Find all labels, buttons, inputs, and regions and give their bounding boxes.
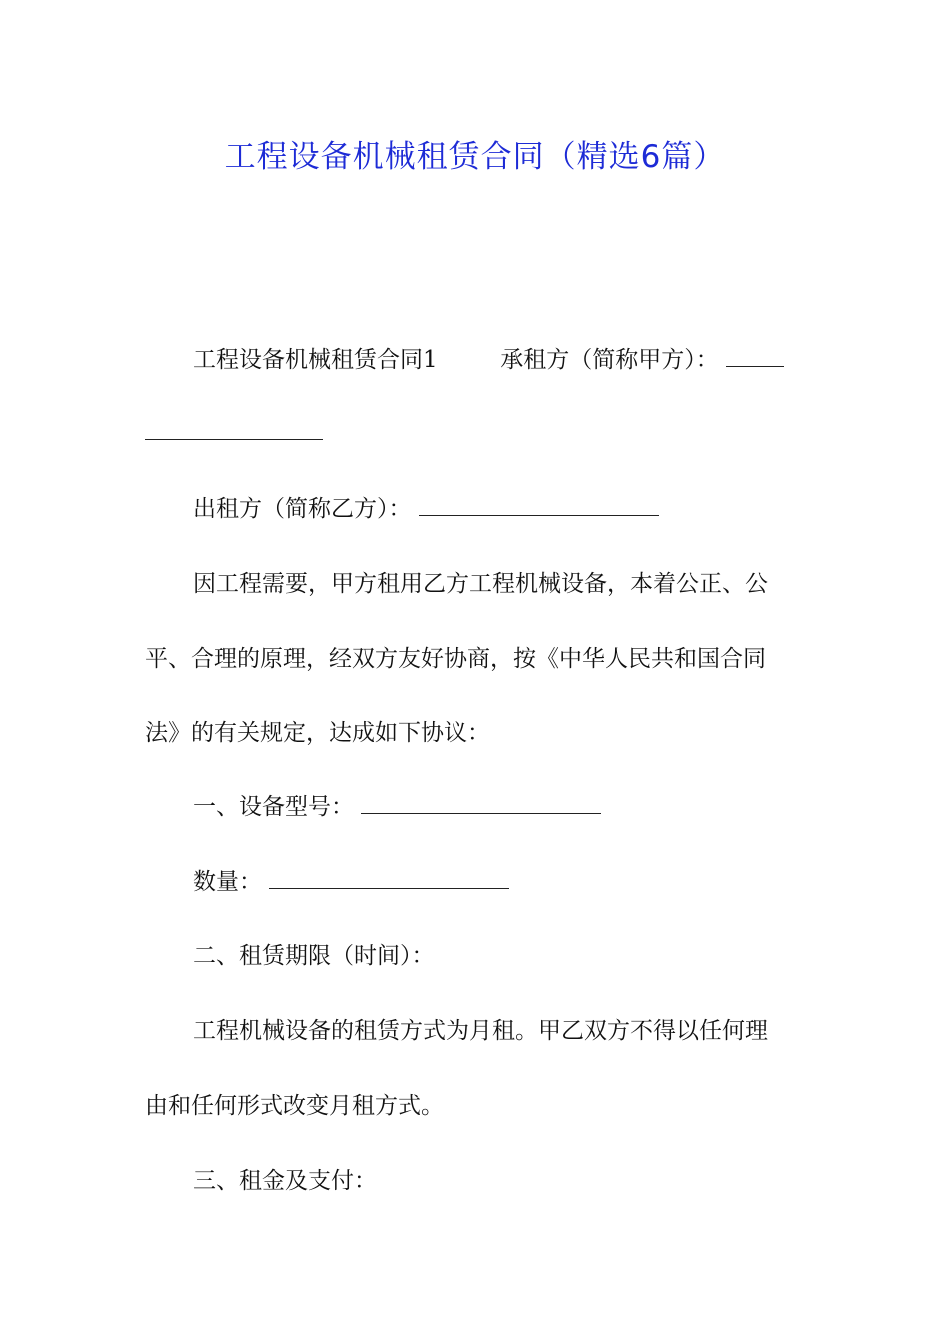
lessee-blank xyxy=(726,346,784,367)
lessee-blank-2 xyxy=(145,419,323,440)
quantity-label: 数量： xyxy=(193,869,262,895)
quantity-blank xyxy=(269,868,509,889)
lessee-label: 承租方（简称甲方）： xyxy=(500,347,719,373)
quantity-line xyxy=(193,867,509,897)
equipment-model-blank xyxy=(361,793,601,814)
contract-number-label: 工程设备机械租赁合同1 xyxy=(193,347,438,373)
paragraph-line: 因工程需要，甲方租用乙方工程机械设备，本着公正、公 xyxy=(193,571,768,597)
lessor-label: 出租方（简称乙方）： xyxy=(193,496,412,522)
paragraph-line: 由和任何形式改变月租方式。 xyxy=(145,1093,444,1119)
equipment-model-label: 一、设备型号： xyxy=(193,794,354,820)
lessor-line xyxy=(193,494,659,524)
paragraph-line: 法》的有关规定，达成如下协议： xyxy=(145,720,490,746)
paragraph-line: 工程机械设备的租赁方式为月租。甲乙双方不得以任何理 xyxy=(193,1018,768,1044)
equipment-model-line xyxy=(193,792,601,822)
lessor-blank xyxy=(419,495,659,516)
paragraph-line: 平、合理的原理，经双方友好协商，按《中华人民共和国合同 xyxy=(145,646,766,672)
document-title: 工程设备机械租赁合同（精选6篇） xyxy=(224,139,726,175)
section-heading: 三、租金及支付： xyxy=(193,1168,377,1194)
lessee-blank-continuation xyxy=(145,418,323,448)
section-heading: 二、租赁期限（时间）： xyxy=(193,943,435,969)
contract-heading-line xyxy=(193,345,784,375)
